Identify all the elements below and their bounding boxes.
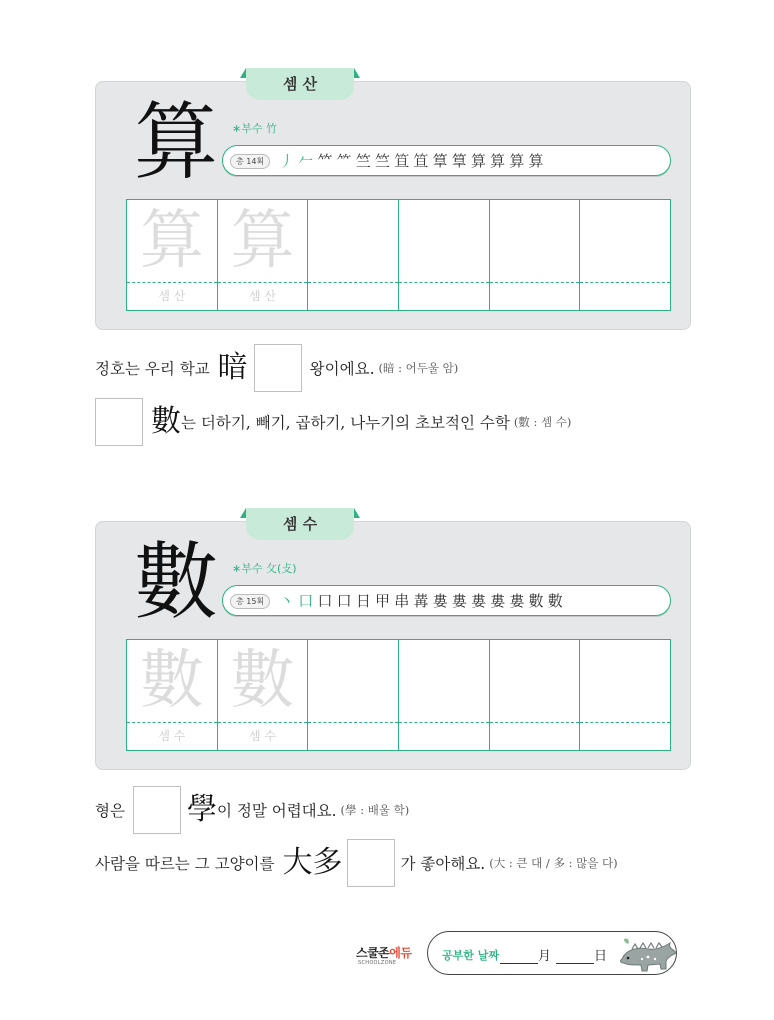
answer-box[interactable]: [347, 839, 395, 887]
stroke-step: 筸: [432, 152, 448, 170]
stroke-step: 算: [490, 152, 506, 170]
practice-cell[interactable]: [218, 640, 309, 750]
practice-grid: [126, 639, 671, 751]
stroke-step: 婁: [451, 592, 467, 610]
stroke-step: 竺: [355, 152, 371, 170]
answer-box[interactable]: [95, 398, 143, 446]
stroke-step: 笪: [413, 152, 429, 170]
meaning-tab-label: 셈 수: [246, 508, 354, 540]
sentence-text: 는 더하기, 빼기, 곱하기, 나누기의 초보적인 수학: [181, 414, 510, 432]
practice-cell[interactable]: [127, 640, 218, 750]
meaning-tab: [246, 68, 354, 100]
practice-cell[interactable]: [127, 200, 218, 310]
stroke-step: 竺: [375, 152, 391, 170]
radical-label: ∗부수 竹: [232, 122, 277, 135]
trace-reading: 셈 수: [158, 729, 186, 743]
sentence-hint: (學 : 배울 학): [340, 803, 410, 817]
practice-grid: [126, 199, 671, 311]
stroke-step: 串: [394, 592, 410, 610]
stroke-step: 丿: [279, 152, 295, 170]
sentence-2: [95, 398, 571, 446]
stroke-step: 日: [355, 592, 371, 610]
stroke-order-box: [222, 585, 671, 616]
sentence-hint: (暗 : 어두울 암): [378, 361, 459, 375]
day-unit: 日: [594, 949, 608, 964]
practice-cell[interactable]: [580, 640, 670, 750]
practice-cell[interactable]: [399, 640, 490, 750]
stroke-step: 婁: [470, 592, 486, 610]
trace-char: 算: [139, 204, 204, 278]
stroke-step: 數: [528, 592, 544, 610]
stroke-step: 𥫗: [317, 152, 333, 170]
stroke-step: 𠂉: [298, 152, 314, 170]
publisher-logo-sub: SCHOOLZONE: [358, 960, 397, 966]
study-date-box: [427, 931, 677, 975]
trace-char: 數: [230, 644, 295, 718]
meaning-tab: [246, 508, 354, 540]
stroke-order-list: [277, 150, 546, 172]
stroke-step: 數: [547, 592, 563, 610]
trace-reading: 셈 산: [158, 289, 186, 303]
practice-cell[interactable]: [490, 200, 581, 310]
hanja-card-2: [95, 515, 691, 770]
month-field[interactable]: [500, 948, 538, 964]
trace-char: 算: [230, 204, 295, 278]
stroke-step: 口: [298, 592, 314, 610]
sentence-4: [95, 839, 618, 887]
practice-cell[interactable]: [399, 200, 490, 310]
stroke-step: 算: [509, 152, 525, 170]
stroke-total-badge: 총 14획: [230, 154, 270, 169]
meaning-tab-label: 셈 산: [246, 68, 354, 100]
practice-cell[interactable]: [580, 200, 670, 310]
stroke-step: 算: [470, 152, 486, 170]
stroke-step: 口: [336, 592, 352, 610]
trace-char: 數: [139, 644, 204, 718]
sentence-text: 정호는 우리 학교: [95, 360, 210, 378]
month-unit: 月: [538, 949, 552, 964]
stroke-step: 丶: [279, 592, 295, 610]
practice-cell[interactable]: [490, 640, 581, 750]
practice-cell[interactable]: [308, 200, 399, 310]
dinosaur-icon: [618, 935, 680, 975]
sentence-text: 형은: [95, 802, 125, 820]
big-hanja: 算: [134, 93, 219, 191]
sentence-hanja: 數: [151, 404, 181, 439]
answer-box[interactable]: [133, 786, 181, 834]
stroke-step: 口: [317, 592, 333, 610]
study-date-label: 공부한 날짜: [442, 949, 499, 962]
stroke-step: 笪: [394, 152, 410, 170]
stroke-step: ⺮: [336, 152, 352, 170]
hanja-card-1: [95, 75, 691, 330]
sentence-hanja: 大多: [282, 845, 343, 880]
sentence-text: 가 좋아해요.: [400, 855, 486, 873]
trace-reading: 셈 수: [249, 729, 276, 743]
stroke-step: 算: [528, 152, 544, 170]
stroke-step: 甲: [375, 592, 391, 610]
publisher-logo: 스쿨존에듀: [356, 946, 412, 960]
practice-cell[interactable]: [308, 640, 399, 750]
stroke-order-box: [222, 145, 671, 176]
big-hanja: 數: [134, 533, 219, 631]
stroke-step: 婁: [490, 592, 506, 610]
sentence-hanja: 學: [186, 792, 217, 827]
sentence-text: 이 정말 어렵대요.: [216, 802, 337, 820]
stroke-step: 筸: [451, 152, 467, 170]
sentence-hint: (數 : 셈 수): [513, 415, 572, 429]
sentence-3: [95, 786, 409, 834]
sentence-1: [95, 344, 458, 392]
stroke-step: 婁: [432, 592, 448, 610]
stroke-total-badge: 총 15획: [230, 594, 270, 609]
sentence-text: 사람을 따르는 그 고양이를: [95, 855, 275, 873]
trace-reading: 셈 산: [249, 289, 276, 303]
answer-box[interactable]: [254, 344, 302, 392]
stroke-step: 婁: [509, 592, 525, 610]
sentence-text: 왕이에요.: [309, 360, 375, 378]
stroke-step: 冓: [413, 592, 429, 610]
sentence-hanja: 暗: [217, 350, 248, 385]
sentence-hint: (大 : 큰 대 / 多 : 많을 다): [489, 856, 618, 870]
day-field[interactable]: [556, 948, 594, 964]
stroke-order-list: [277, 590, 565, 612]
radical-label: ∗부수 攵(攴): [232, 562, 297, 575]
practice-cell[interactable]: [218, 200, 309, 310]
